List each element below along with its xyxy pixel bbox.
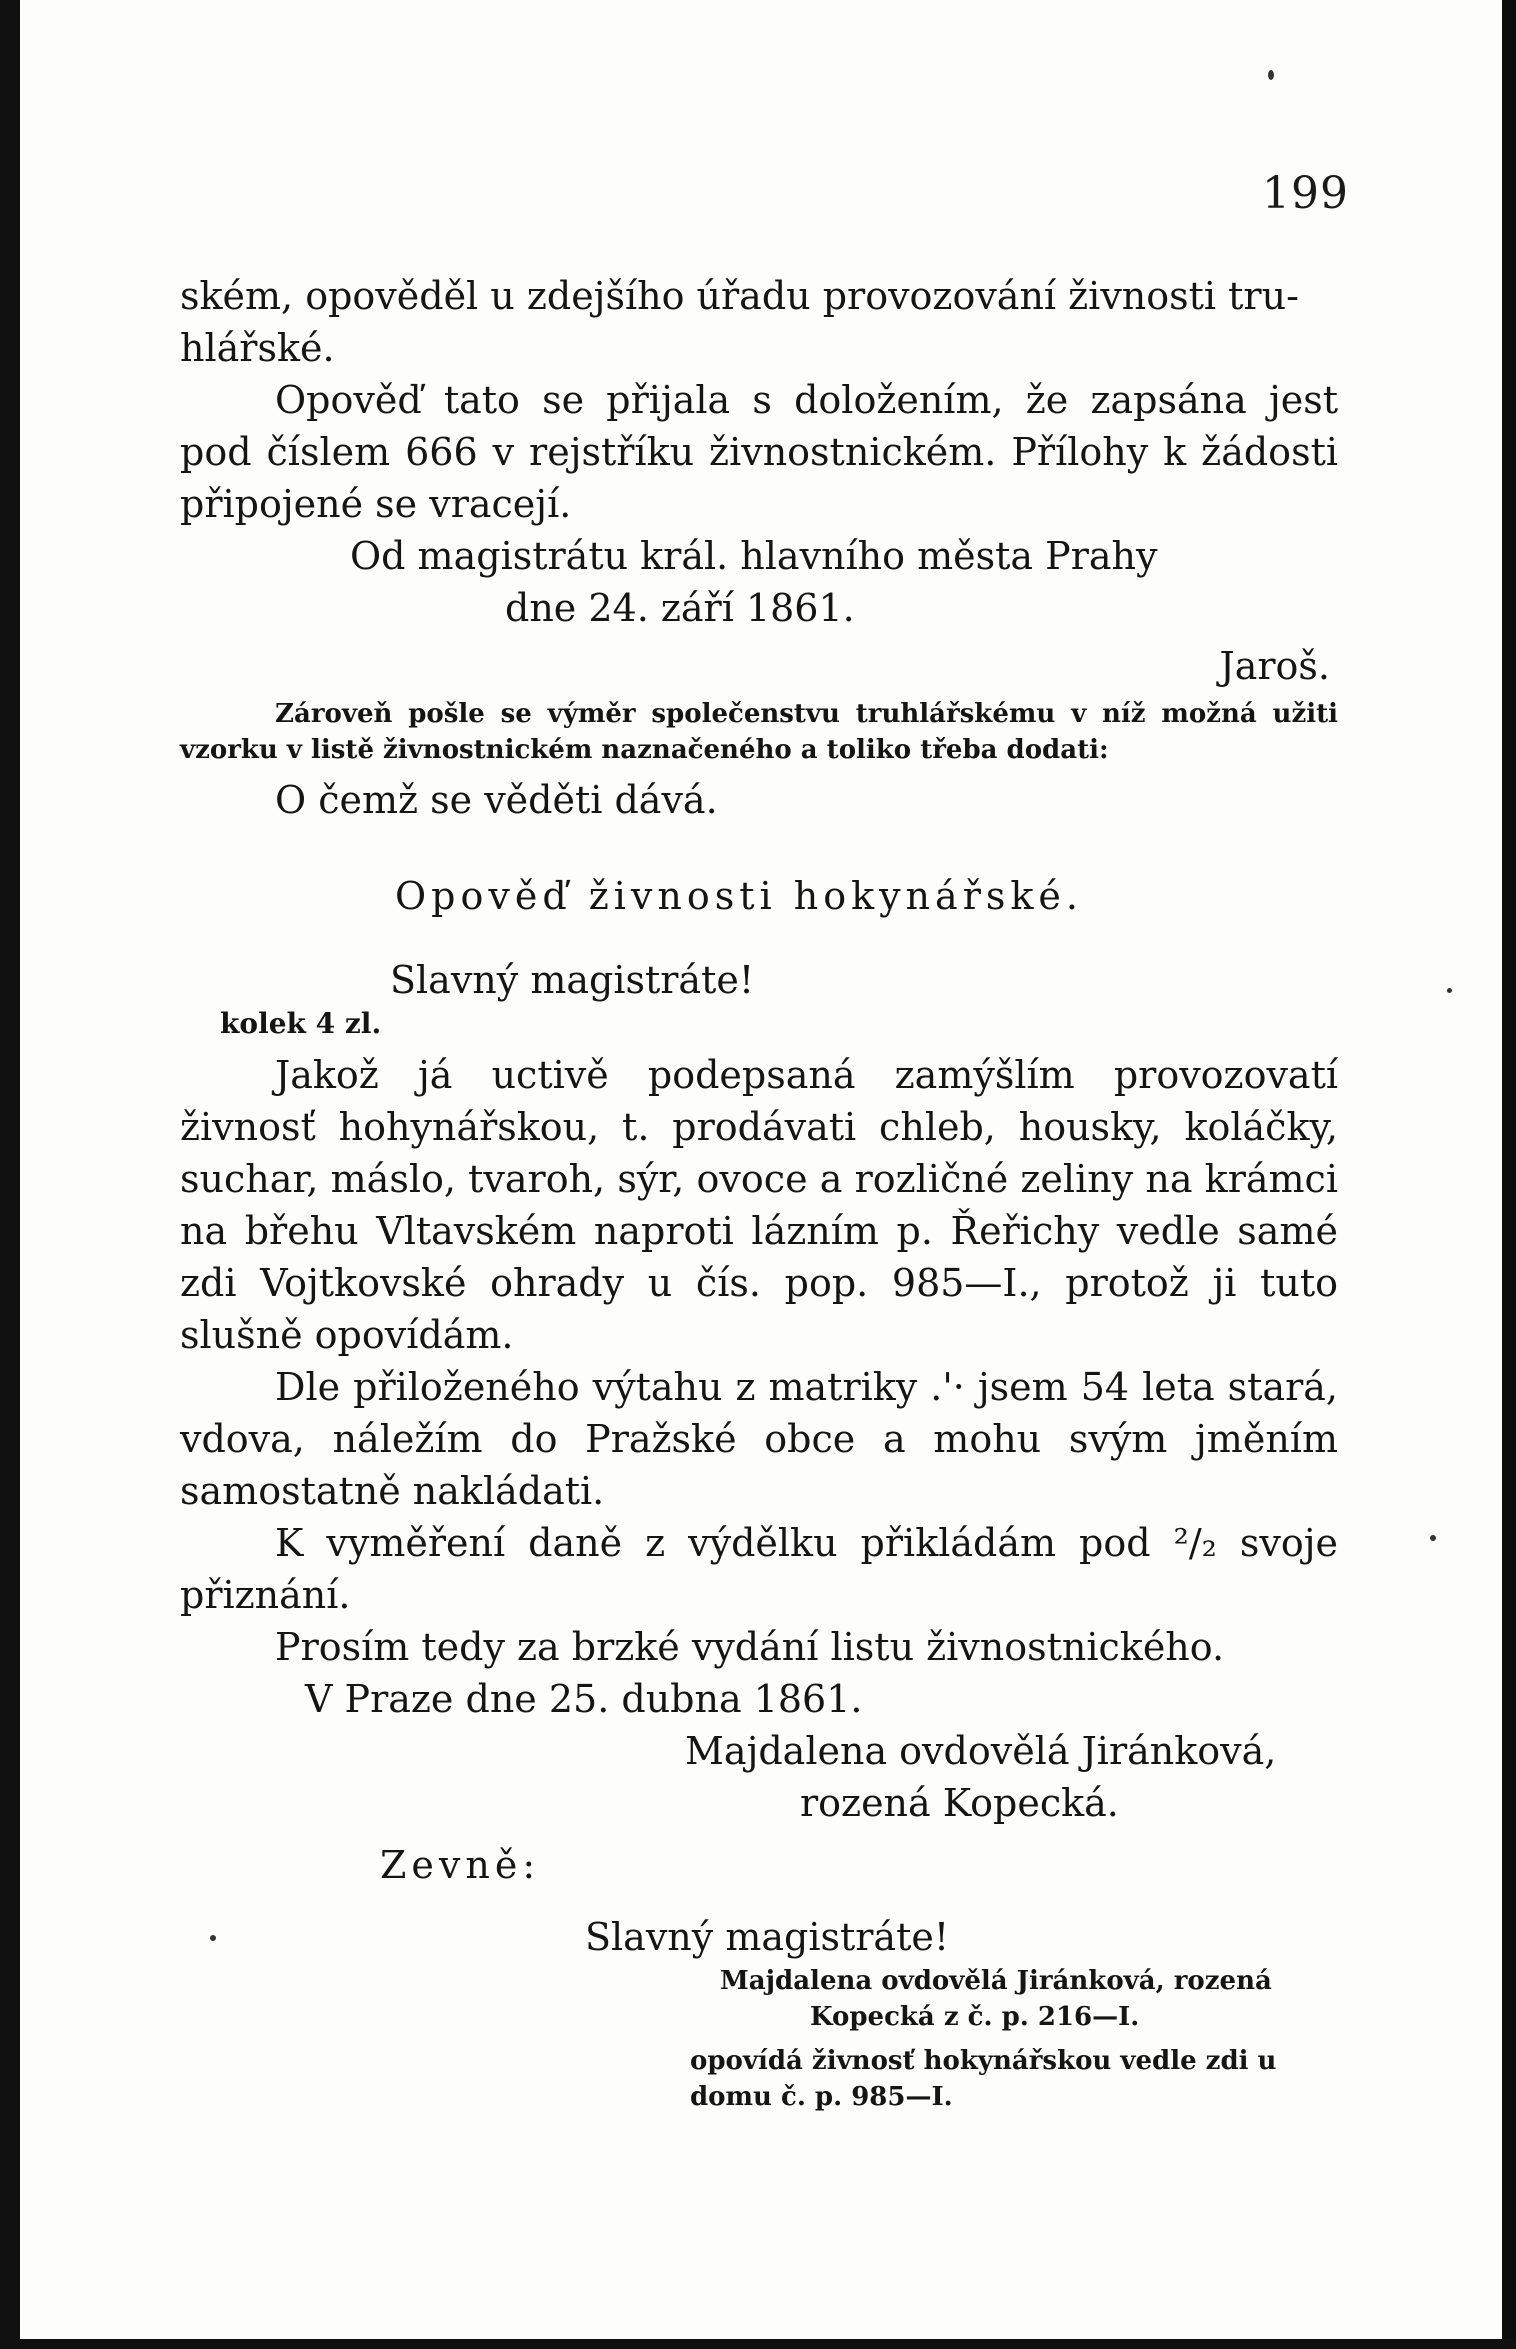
text-line: ském, opověděl u zdejšího úřadu provozování živnosti tru-: [180, 274, 1299, 318]
paragraph: Opověď tato se přijala s doložením, že zapsána jest pod číslem 666 v rejstříku živnostnickém. Přílohy k žádosti připojené se vracejí.: [180, 378, 1338, 526]
scan-speck: [1447, 988, 1452, 993]
letter-signature: rozená Kopecká.: [800, 1781, 1119, 1825]
letter-date: V Praze dne 25. dubna 1861.: [305, 1677, 863, 1721]
stamp-note: kolek 4 zl.: [220, 1007, 382, 1040]
salutation: Slavný magistráte!: [390, 958, 755, 1002]
outside-label: Zevně:: [380, 1843, 541, 1887]
address-line: Majdalena ovdovělá Jiránková, rozená: [720, 1966, 1272, 1996]
letter-signature: Majdalena ovdovělá Jiránková,: [685, 1729, 1277, 1773]
address-line: Kopecká z č. p. 216—I.: [810, 2002, 1140, 2032]
note-end: O čemž se věděti dává.: [275, 778, 718, 822]
salutation-row: [180, 954, 1338, 1049]
note-paragraph: Zároveň pošle se výměr společenstvu truhlářskému v níž možná užiti vzorku v listě živnostnickém naznačeného a toliko třeba dodati:: [180, 699, 1338, 765]
letter-paragraph: Prosím tedy za brzké vydání listu živnostnického.: [275, 1625, 1225, 1669]
signature-date: dne 24. září 1861.: [505, 586, 855, 630]
signer-name: Jaroš.: [1219, 644, 1330, 688]
signature-place: Od magistrátu král. hlavního města Prahy: [350, 534, 1158, 578]
scan-edge-left: [0, 0, 20, 2349]
letter-paragraph: Dle přiloženého výtahu z matriky .'· jsem 54 leta stará, vdova, náležím do Pražské obce a mohu svým jměním samostatně nakládati.: [180, 1365, 1338, 1513]
scan-edge-bottom: [0, 2339, 1516, 2349]
scan-speck: [1430, 1535, 1436, 1541]
scan-edge-right: [1502, 0, 1516, 2349]
section-heading: Opověď živnosti hokynářské.: [395, 874, 1083, 918]
outside-label-row: [180, 1839, 1338, 1909]
outside-salutation: Slavný magistráte!: [585, 1915, 950, 1959]
address-line: opovídá živnosť hokynářskou vedle zdi u domu č. p. 985—I.: [690, 2046, 1277, 2112]
letter-paragraph: K vyměření daně z výdělku přikládám pod ²/₂ svoje přiznání.: [180, 1521, 1338, 1617]
text-line: hlářské.: [180, 326, 335, 370]
letter-paragraph: Jakož já uctivě podepsaná zamýšlím provozovatí živnosť hohynářskou, t. prodávati chleb, housky, koláčky, suchar, máslo, tvaroh, sýr, ovoce a rozličné zeliny na krámci na břehu Vltavském naproti lázním p. Řeřichy vedle samé zdi Vojtkovské ohrady u čís. pop. 985—I., protož ji tuto slušně opovídám.: [180, 1053, 1338, 1357]
scan-speck: [1268, 70, 1274, 80]
page-number: 199: [1262, 168, 1349, 219]
page-body: [180, 270, 1338, 2115]
